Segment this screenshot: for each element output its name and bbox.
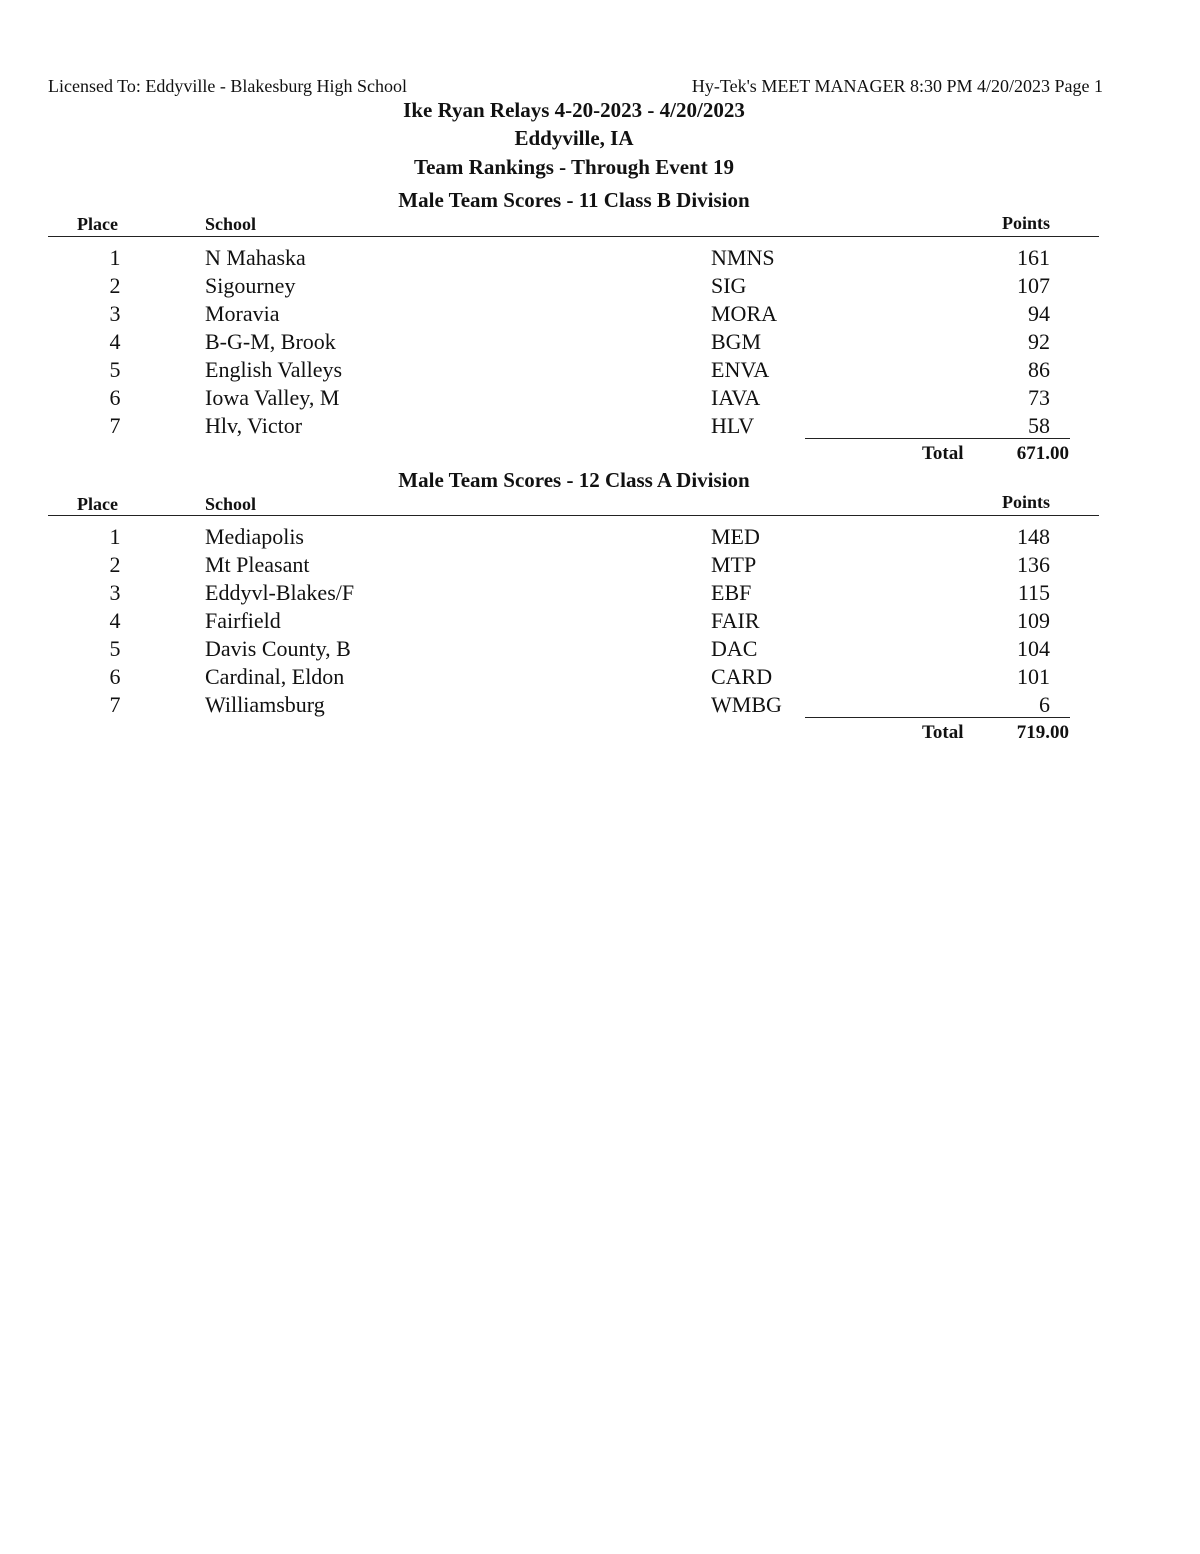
points-cell: 58 xyxy=(1028,413,1050,438)
division-title: Male Team Scores - 11 Class B Division xyxy=(398,188,750,212)
table-row xyxy=(0,273,1200,301)
school-code: DAC xyxy=(711,636,758,661)
place-cell: 1 xyxy=(109,524,121,549)
school-name: N Mahaska xyxy=(205,245,306,270)
total-label: Total xyxy=(922,443,964,464)
points-cell: 86 xyxy=(1028,357,1050,382)
place-cell: 7 xyxy=(109,692,121,717)
points-column-header: Points xyxy=(1002,492,1051,512)
total-rule xyxy=(805,717,1070,718)
place-cell: 5 xyxy=(109,357,121,382)
report-title: Team Rankings - Through Event 19 xyxy=(414,155,734,179)
school-name: Iowa Valley, M xyxy=(205,385,340,410)
points-cell: 136 xyxy=(1017,552,1050,577)
points-cell: 115 xyxy=(1017,580,1050,605)
total-rule xyxy=(805,438,1070,439)
table-row xyxy=(0,608,1200,636)
points-cell: 161 xyxy=(1017,245,1050,270)
table-row xyxy=(0,385,1200,413)
place-cell: 7 xyxy=(109,413,121,438)
points-cell: 73 xyxy=(1028,385,1050,410)
table-row xyxy=(0,245,1200,273)
school-name: Sigourney xyxy=(205,273,296,298)
school-code: MED xyxy=(711,524,760,549)
school-code: CARD xyxy=(711,664,773,689)
place-column-header: Place xyxy=(77,494,118,514)
school-name: Hlv, Victor xyxy=(205,413,303,438)
school-name: B-G-M, Brook xyxy=(205,329,336,354)
place-cell: 3 xyxy=(109,580,121,605)
total-value: 671.00 xyxy=(1016,443,1069,464)
total-value: 719.00 xyxy=(1016,722,1069,743)
table-row xyxy=(0,524,1200,552)
header-rule xyxy=(48,515,1099,516)
total-label: Total xyxy=(922,722,964,743)
header-rule xyxy=(48,236,1099,237)
table-row xyxy=(0,552,1200,580)
points-cell: 109 xyxy=(1017,608,1050,633)
points-column-header: Points xyxy=(1002,213,1051,233)
place-cell: 1 xyxy=(109,245,121,270)
school-column-header: School xyxy=(205,214,257,234)
school-code: FAIR xyxy=(711,608,760,633)
points-cell: 94 xyxy=(1028,301,1050,326)
school-name: Fairfield xyxy=(205,608,281,633)
school-code: HLV xyxy=(711,413,755,438)
meet-location: Eddyville, IA xyxy=(514,126,634,150)
place-cell: 2 xyxy=(109,273,121,298)
table-row xyxy=(0,692,1200,720)
school-name: English Valleys xyxy=(205,357,343,382)
place-cell: 4 xyxy=(109,329,121,354)
points-cell: 148 xyxy=(1017,524,1050,549)
school-column-header: School xyxy=(205,494,257,514)
school-code: IAVA xyxy=(711,385,761,410)
table-row xyxy=(0,329,1200,357)
points-cell: 104 xyxy=(1017,636,1050,661)
school-code: EBF xyxy=(711,580,752,605)
table-row xyxy=(0,636,1200,664)
school-code: ENVA xyxy=(711,357,770,382)
place-cell: 2 xyxy=(109,552,121,577)
place-column-header: Place xyxy=(77,214,118,234)
table-row xyxy=(0,301,1200,329)
place-cell: 4 xyxy=(109,608,121,633)
school-code: MORA xyxy=(711,301,778,326)
division-title: Male Team Scores - 12 Class A Division xyxy=(398,468,750,492)
school-name: Cardinal, Eldon xyxy=(205,664,345,689)
table-row xyxy=(0,580,1200,608)
table-row xyxy=(0,357,1200,385)
school-code: BGM xyxy=(711,329,762,354)
school-name: Williamsburg xyxy=(205,692,325,717)
meet-name: Ike Ryan Relays 4-20-2023 - 4/20/2023 xyxy=(403,98,745,122)
school-name: Davis County, B xyxy=(205,636,351,661)
school-code: MTP xyxy=(711,552,757,577)
school-name: Eddyvl-Blakes/F xyxy=(205,580,355,605)
table-row xyxy=(0,413,1200,441)
page-header-left: Licensed To: Eddyville - Blakesburg High School xyxy=(48,76,408,96)
table-row xyxy=(0,664,1200,692)
school-name: Mediapolis xyxy=(205,524,304,549)
points-cell: 107 xyxy=(1017,273,1050,298)
points-cell: 6 xyxy=(1039,692,1050,717)
school-code: WMBG xyxy=(711,692,782,717)
place-cell: 6 xyxy=(109,385,121,410)
school-code: SIG xyxy=(711,273,747,298)
page-header-right: Hy-Tek's MEET MANAGER 8:30 PM 4/20/2023 Page 1 xyxy=(691,76,1103,96)
school-code: NMNS xyxy=(711,245,775,270)
school-name: Moravia xyxy=(205,301,280,326)
place-cell: 3 xyxy=(109,301,121,326)
school-name: Mt Pleasant xyxy=(205,552,310,577)
place-cell: 6 xyxy=(109,664,121,689)
place-cell: 5 xyxy=(109,636,121,661)
points-cell: 92 xyxy=(1028,329,1050,354)
points-cell: 101 xyxy=(1017,664,1050,689)
